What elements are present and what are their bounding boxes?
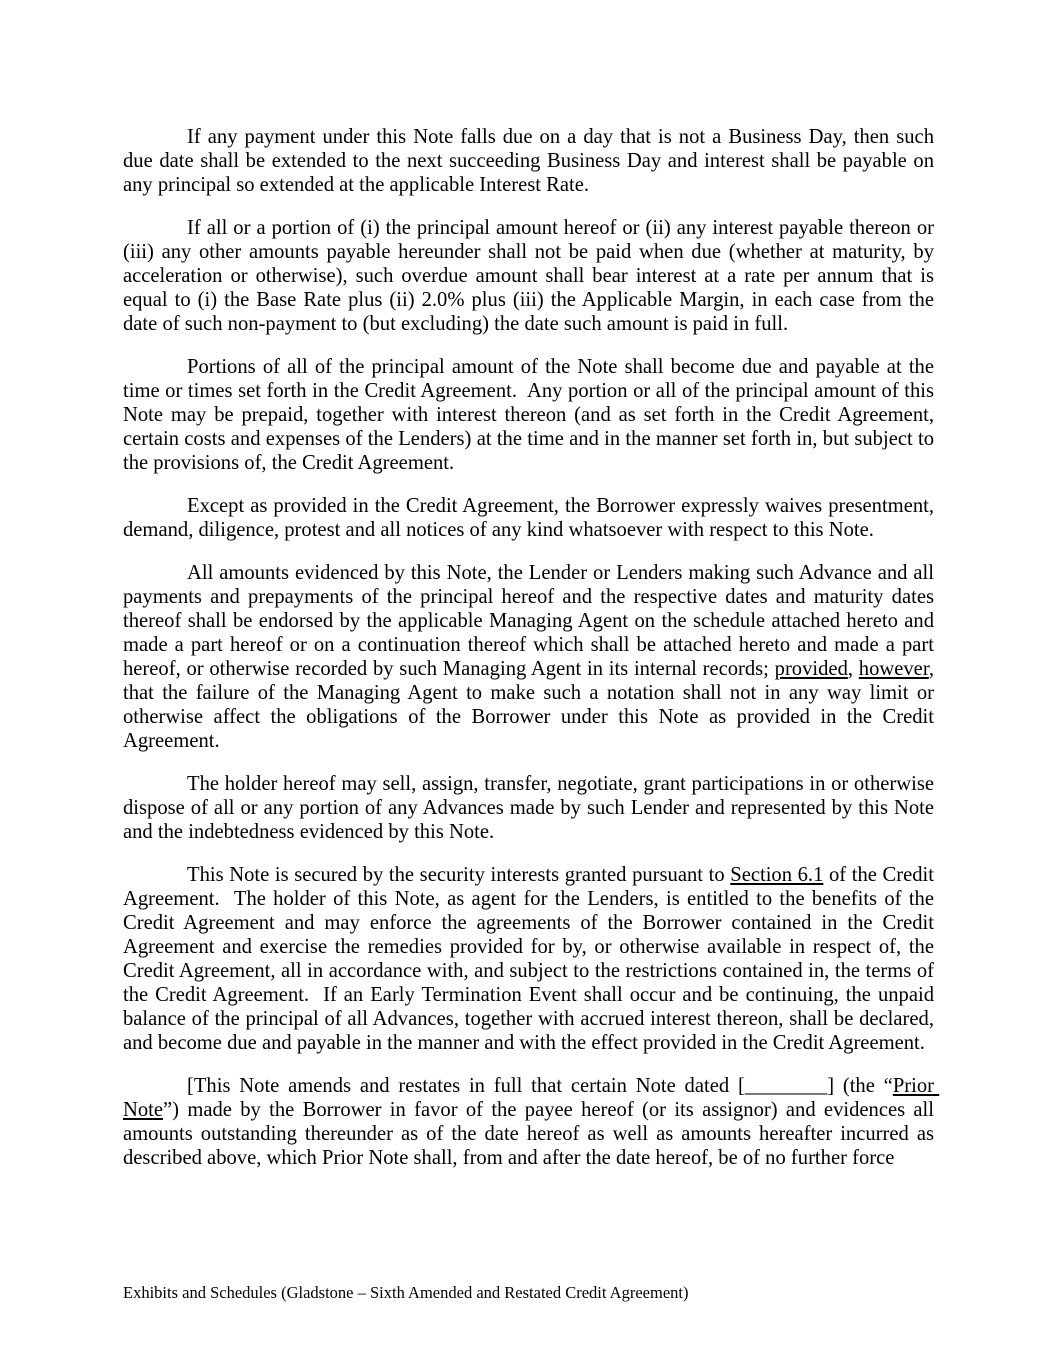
paragraph-business-day bbox=[123, 125, 940, 197]
text-run: of the Credit Agreement. The holder of this Note, as agent for the Lenders, is entitled to the benefits of the Credit Agreement and may enforce the agreements of the Borrower contained in the Credit Agreement and exercise the remedies provided for by, or otherwise available in respect of, the Credit Agreement, all in accordance with, and subject to the restrictions contained in, the terms of the Credit Agreement. If an Early Termination Event shall occur and be continuing, the unpaid balance of the principal of all Advances, together with accrued interest thereon, shall be declared, and become due and payable in the manner and with the effect provided in the Credit Agreement. bbox=[123, 864, 940, 1054]
paragraph-amend-restate bbox=[123, 1074, 940, 1170]
underlined-term-however: however bbox=[858, 658, 929, 680]
document-body bbox=[123, 125, 940, 1189]
text-run: This Note is secured by the security interests granted pursuant to bbox=[187, 864, 731, 886]
text-run: All amounts evidenced by this Note, the Lender or Lenders making such Advance and all payments and prepayments of the principal hereof and the respective dates and maturity dates thereof shall be endorsed by the applicable Managing Agent on the schedule attached hereto and made a part hereof or on a continuation thereof which shall be attached hereto and made a part hereof, or otherwise recorded by such Managing Agent in its internal records; bbox=[123, 562, 940, 680]
paragraph-prepayment bbox=[123, 355, 940, 475]
underlined-term-section-6-1: Section 6.1 bbox=[730, 864, 824, 886]
footer-text: Exhibits and Schedules (Gladstone – Sixth Amended and Restated Credit Agreement) bbox=[123, 1283, 689, 1302]
page-footer bbox=[123, 1283, 688, 1303]
blank-date-field: ________ bbox=[744, 1075, 828, 1097]
text-run: If any payment under this Note falls due on a day that is not a Business Day, then such due date shall be extended to the next succeeding Business Day and interest shall be payable on any principal so extended at the applicable Interest Rate. bbox=[123, 126, 940, 196]
text-run: [This Note amends and restates in full that certain Note dated [ bbox=[187, 1075, 745, 1097]
text-run: If all or a portion of (i) the principal amount hereof or (ii) any interest payable thereon or (iii) any other amounts payable hereunder shall not be paid when due (whether at maturity, by acceleration or otherwise), such overdue amount shall bear interest at a rate per annum that is equal to (i) the Base Rate plus (ii) 2.0% plus (iii) the Applicable Margin, in each case from the date of such non-payment to (but excluding) the date such amount is paid in full. bbox=[123, 217, 940, 335]
paragraph-overdue-interest bbox=[123, 216, 940, 336]
paragraph-transfer bbox=[123, 772, 940, 844]
underlined-term-provided: provided bbox=[774, 658, 848, 680]
paragraph-security-interests bbox=[123, 863, 940, 1055]
text-run: The holder hereof may sell, assign, transfer, negotiate, grant participations in or otherwise dispose of all or any portion of any Advances made by such Lender and represented by this Note and the indebtedness evidenced by this Note. bbox=[123, 773, 940, 843]
text-run: ] (the “ bbox=[827, 1075, 893, 1097]
text-run: Except as provided in the Credit Agreement, the Borrower expressly waives presentment, demand, diligence, protest and all notices of any kind whatsoever with respect to this Note. bbox=[123, 495, 940, 541]
text-run: , that the failure of the Managing Agent to make such a notation shall not in any way limit or otherwise affect the obligations of the Borrower under this Note as provided in the Credit Agreement. bbox=[123, 658, 940, 752]
paragraph-waiver bbox=[123, 494, 940, 542]
paragraph-endorsement bbox=[123, 561, 940, 753]
text-run: Portions of all of the principal amount of the Note shall become due and payable at the time or times set forth in the Credit Agreement. Any portion or all of the principal amount of this Note may be prepaid, together with interest thereon (and as set forth in the Credit Agreement, certain costs and expenses of the Lenders) at the time and in the manner set forth in, but subject to the provisions of, the Credit Agreement. bbox=[123, 356, 940, 474]
text-run: , bbox=[847, 658, 859, 680]
underlined-term-prior-note: Prior Note bbox=[123, 1075, 940, 1121]
text-run: ”) made by the Borrower in favor of the payee hereof (or its assignor) and evidences all amounts outstanding thereunder as of the date hereof as well as amounts hereafter incurred as described above, which Prior Note shall, from and after the date hereof, be of no further force bbox=[123, 1099, 940, 1169]
